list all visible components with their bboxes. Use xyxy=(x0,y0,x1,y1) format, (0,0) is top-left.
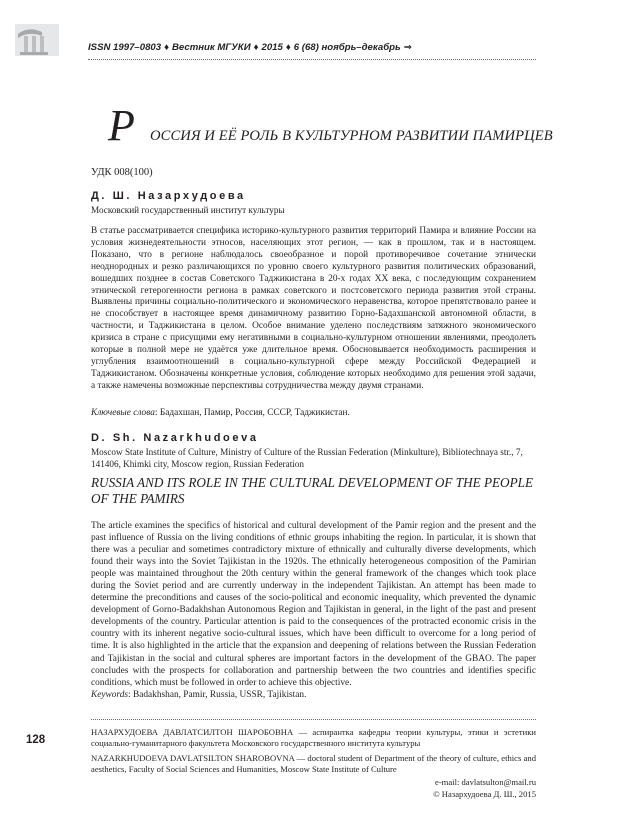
abstract-en-text: The article examines the specifics of historical and cultural development of the Pamir region and the present and the past influence of Russia on the living conditions of ethnic groups inhabiting the region. In particular, it is shown that there was a peculiar and sometimes contradictory mixture of ethnically and culturally diverse developments, which found their ways into the Soviet Tajikistan in the 1920s. The ethnically heterogeneous composition of the Pamirian people was maintained throughout the 20th century within the general framework of the changes which took place during the Soviet period and are currently underway in the independent Tajikistan. An attempt has been made to determine the preconditions and causes of the socio-political and economic inequality, which prevented the dynamic development of Gorno-Badakhshan Autonomous Region and Tajikistan in general, in the light of the past and present developments of the country. Particular attention is paid to the consequences of the protracted economic crisis in the country with its inherent negative socio-cultural issues, which have been difficult to overcome for a long period of time. It is also highlighted in the article that the expansion and deepening of relations between the Russian Federation and Tajikistan in the social and cultural spheres are important factors in the development of the GBAO. The paper concludes with the prospects for collaboration and partnership between the two countries and identifies specific conditions, which must be followed in order to achieve this objective. xyxy=(91,521,536,688)
author-bio-ru: НАЗАРХУДОЕВА ДАВЛАТСИЛТОН ШАРОБОВНА — аспирантка кафедры теории культуры, этики и эстетики социально-гуманитарного факультета Московского государственного института культуры xyxy=(91,727,536,748)
keywords-en-label: Keywords xyxy=(91,689,129,700)
copyright: © Назархудоева Д. Ш., 2015 xyxy=(433,789,536,799)
footer-divider xyxy=(91,719,536,720)
title-initial: Р xyxy=(108,101,135,150)
page-number: 128 xyxy=(26,734,46,746)
author-name-en: D. Sh. Nazarkhudoeva xyxy=(91,432,259,444)
bullet-icon: ♦ xyxy=(253,42,259,53)
author-name-ru: Д. Ш. Назархудоева xyxy=(91,190,246,202)
journal-name: Вестник МГУКИ xyxy=(171,42,251,53)
udk-code: УДК 008(100) xyxy=(91,167,153,178)
author-bio-en: NAZARKHUDOEVA DAVLATSILTON SHAROBOVNA — doctoral student of Department of the theory of culture, ethics and aesthetics, Faculty of Social Sciences and Humanities, Moscow State Institute of Culture xyxy=(91,753,536,774)
keywords-en xyxy=(91,689,536,701)
bullet-icon: ♦ xyxy=(164,42,169,53)
keywords-en-text: : Badakhshan, Pamir, Russia, USSR, Tajikistan. xyxy=(128,689,307,700)
abstract-en xyxy=(91,520,536,701)
keywords-ru-label: Ключевые слова xyxy=(91,408,155,418)
article-title: ОССИЯ И ЕЁ РОЛЬ В КУЛЬТУРНОМ РАЗВИТИИ ПАМИРЦЕВ xyxy=(150,128,553,144)
journal-logo-icon xyxy=(14,22,64,62)
abstract-ru-text: В статье рассматривается специфика историко-культурного развития территорий Памира и влияние России на условия жизнедеятельности этносов, населяющих этот регион, — как в прошлом, так и в настоящем. Показано, что в регионе наблюдалось своеобразное и порой противоречивое сочетание этнически неоднородных и резко различающихся по уровню своего культурного развития политических образований, вошедших позднее в состав Советского Таджикистана в 20-х годах XX века, с последующим сохранением этнической гетерогенности региона в рамках советского и постсоветского периода развития этой страны. Выявлены причины социально-политического и экономического неравенства, которое препятствовало ранее и не способствует в настоящее время динамичному развитию Горно-Бадахшанской автономной области, в частности, и Таджикистана в целом. Особое внимание уделено последствиям затяжного экономического кризиса в стране с присущими ему негативными в социально-культурном отношении явлениями, преодолеть которые в полной мере не удаётся уже длительное время. Обосновывается необходимость расширения и углубления взаимоотношений в социально-культурной сфере между Российской Федерацией и Таджикистаном. Обозначены конкретные условия, соблюдение которых необходимо для решения этой задачи, а также намечены возможные перспективы сотрудничества между двумя странами. xyxy=(91,226,536,391)
author-affiliation-ru: Московский государственный институт культуры xyxy=(91,205,285,215)
issn: ISSN 1997–0803 xyxy=(88,42,162,53)
keywords-ru xyxy=(91,408,536,420)
author-affiliation-en: Moscow State Institute of Culture, Ministry of Culture of the Russian Federation (Minkulture), Bibliotechnaya str., 7, 141406, Khimki city, Moscow region, Russian Federation xyxy=(91,447,523,469)
year: 2015 xyxy=(261,42,283,53)
issue: 6 (68) ноябрь–декабрь xyxy=(293,42,401,53)
running-header xyxy=(88,42,415,53)
abstract-ru xyxy=(91,226,536,393)
author-email: e-mail: davlatsulton@mail.ru xyxy=(435,777,536,787)
bullet-icon: ♦ xyxy=(285,42,291,53)
arrow-icon: ⇒ xyxy=(403,42,412,53)
header-divider xyxy=(88,59,536,60)
keywords-ru-text: : Бадахшан, Памир, Россия, СССР, Таджикистан. xyxy=(154,408,350,418)
article-title-en: RUSSIA AND ITS ROLE IN THE CULTURAL DEVELOPMENT OF THE PEOPLE OF THE PAMIRS xyxy=(91,475,534,506)
